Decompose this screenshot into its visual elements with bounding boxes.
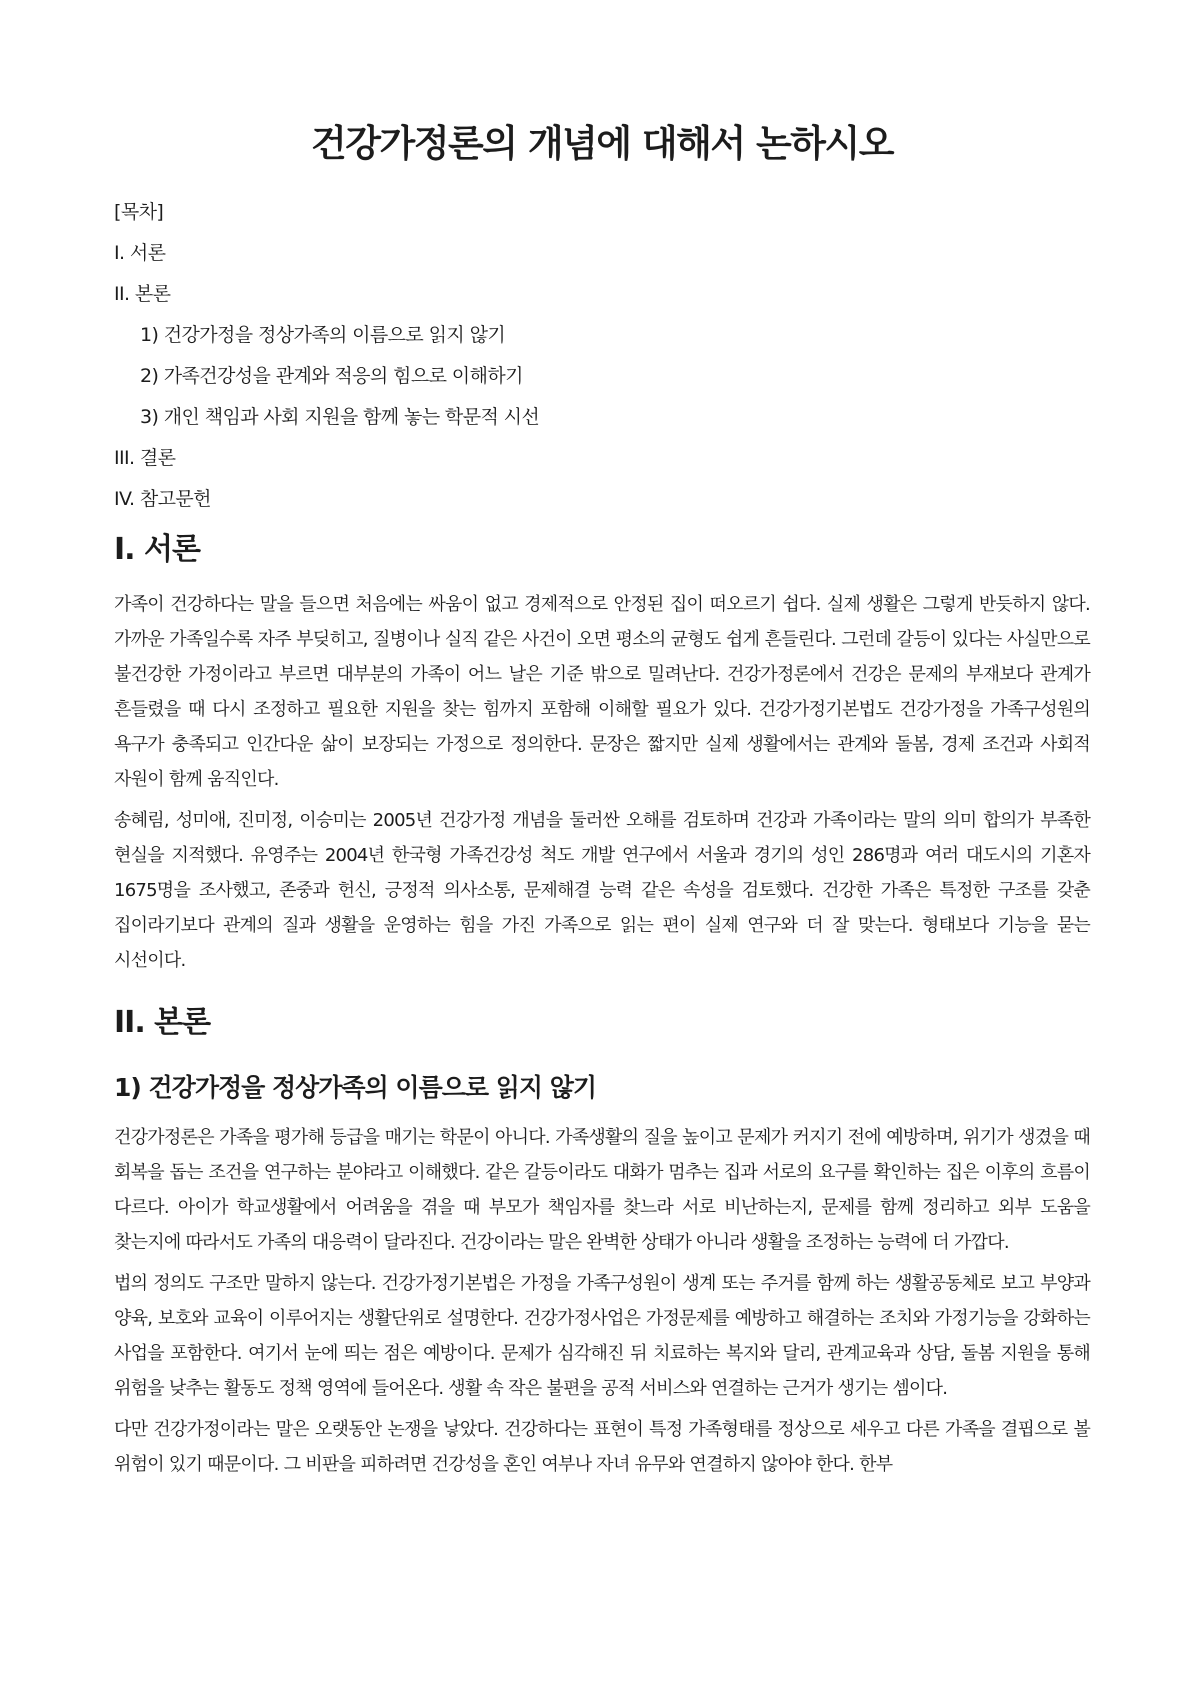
toc-item-conclusion: III. 결론 xyxy=(114,447,176,469)
toc-item-body-1: 1) 건강가정을 정상가족의 이름으로 읽지 않기 xyxy=(140,324,506,346)
toc-item-body-3: 3) 개인 책임과 사회 지원을 함께 놓는 학문적 시선 xyxy=(140,406,540,428)
toc-item-body-2: 2) 가족건강성을 관계와 적응의 힘으로 이해하기 xyxy=(140,365,523,387)
subsection-heading: 1) 건강가정을 정상가족의 이름으로 읽지 않기 xyxy=(114,1073,597,1102)
toc-item-body: II. 본론 xyxy=(114,283,171,305)
section-heading-body: II. 본론 xyxy=(114,1005,211,1040)
toc-heading: [목차] xyxy=(114,201,164,223)
document-title: 건강가정론의 개념에 대해서 논하시오 xyxy=(310,122,893,165)
section-heading-introduction: I. 서론 xyxy=(114,532,200,567)
table-of-contents xyxy=(114,200,1090,511)
paragraph: 가족이 건강하다는 말을 들으면 처음에는 싸움이 없고 경제적으로 안정된 집이 떠오르기 쉽다. 실제 생활은 그렇게 반듯하지 않다. 가까운 가족일수록 자주 부딪히고, 질병이나 실직 같은 사건이 오면 평소의 균형도 쉽게 흔들린다. 그런데 갈등이 있다는 사실만으로 불건강한 가정이라고 부르면 대부분의 가족이 어느 날은 기준 밖으로 밀려난다. 건강가정론에서 건강은 문제의 부재보다 관계가 흔들렸을 때 다시 조정하고 필요한 지원을 찾는 힘까지 포함해 이해할 필요가 있다. 건강가정기본법도 건강가정을 가족구성원의 욕구가 충족되고 인간다운 삶이 보장되는 가정으로 정의한다. 문장은 짧지만 실제 생활에서는 관계와 돌봄, 경제 조건과 사회적 자원이 함께 움직인다. xyxy=(114,594,1090,790)
paragraph: 건강가정론은 가족을 평가해 등급을 매기는 학문이 아니다. 가족생활의 질을 높이고 문제가 커지기 전에 예방하며, 위기가 생겼을 때 회복을 돕는 조건을 연구하는 분야라고 이해했다. 같은 갈등이라도 대화가 멈추는 집과 서로의 요구를 확인하는 집은 이후의 흐름이 다르다. 아이가 학교생활에서 어려움을 겪을 때 부모가 책임자를 찾느라 서로 비난하는지, 문제를 함께 정리하고 외부 도움을 찾는지에 따라서도 가족의 대응력이 달라진다. 건강이라는 말은 완벽한 상태가 아니라 생활을 조정하는 능력에 더 가깝다. xyxy=(114,1127,1090,1253)
toc-item-references: IV. 참고문헌 xyxy=(114,488,211,510)
section-body xyxy=(114,1002,1090,1482)
paragraph: 다만 건강가정이라는 말은 오랫동안 논쟁을 낳았다. 건강하다는 표현이 특정 가족형태를 정상으로 세우고 다른 가족을 결핍으로 볼 위험이 있기 때문이다. 그 비판을 피하려면 건강성을 혼인 여부나 자녀 유무와 연결하지 않아야 한다. 한부 xyxy=(114,1419,1090,1475)
paragraph: 법의 정의도 구조만 말하지 않는다. 건강가정기본법은 가정을 가족구성원이 생계 또는 주거를 함께 하는 생활공동체로 보고 부양과 양육, 보호와 교육이 이루어지는 생활단위로 설명한다. 건강가정사업은 가정문제를 예방하고 해결하는 조치와 가정기능을 강화하는 사업을 포함한다. 여기서 눈에 띄는 점은 예방이다. 문제가 심각해진 뒤 치료하는 복지와 달리, 관계교육과 상담, 돌봄 지원을 통해 위험을 낮추는 활동도 정책 영역에 들어온다. 생활 속 작은 불편을 공적 서비스와 연결하는 근거가 생기는 셈이다. xyxy=(114,1273,1090,1399)
toc-item-intro: I. 서론 xyxy=(114,242,166,264)
section-introduction xyxy=(114,529,1090,978)
paragraph: 송혜림, 성미애, 진미정, 이승미는 2005년 건강가정 개념을 둘러싼 오해를 검토하며 건강과 가족이라는 말의 의미 합의가 부족한 현실을 지적했다. 유영주는 2004년 한국형 가족건강성 척도 개발 연구에서 서울과 경기의 성인 286명과 여러 대도시의 기혼자 1675명을 조사했고, 존중과 헌신, 긍정적 의사소통, 문제해결 능력 같은 속성을 검토했다. 건강한 가족은 특정한 구조를 갖춘 집이라기보다 관계의 질과 생활을 운영하는 힘을 가진 가족으로 읽는 편이 실제 연구와 더 잘 맞는다. 형태보다 기능을 묻는 시선이다. xyxy=(114,810,1090,971)
